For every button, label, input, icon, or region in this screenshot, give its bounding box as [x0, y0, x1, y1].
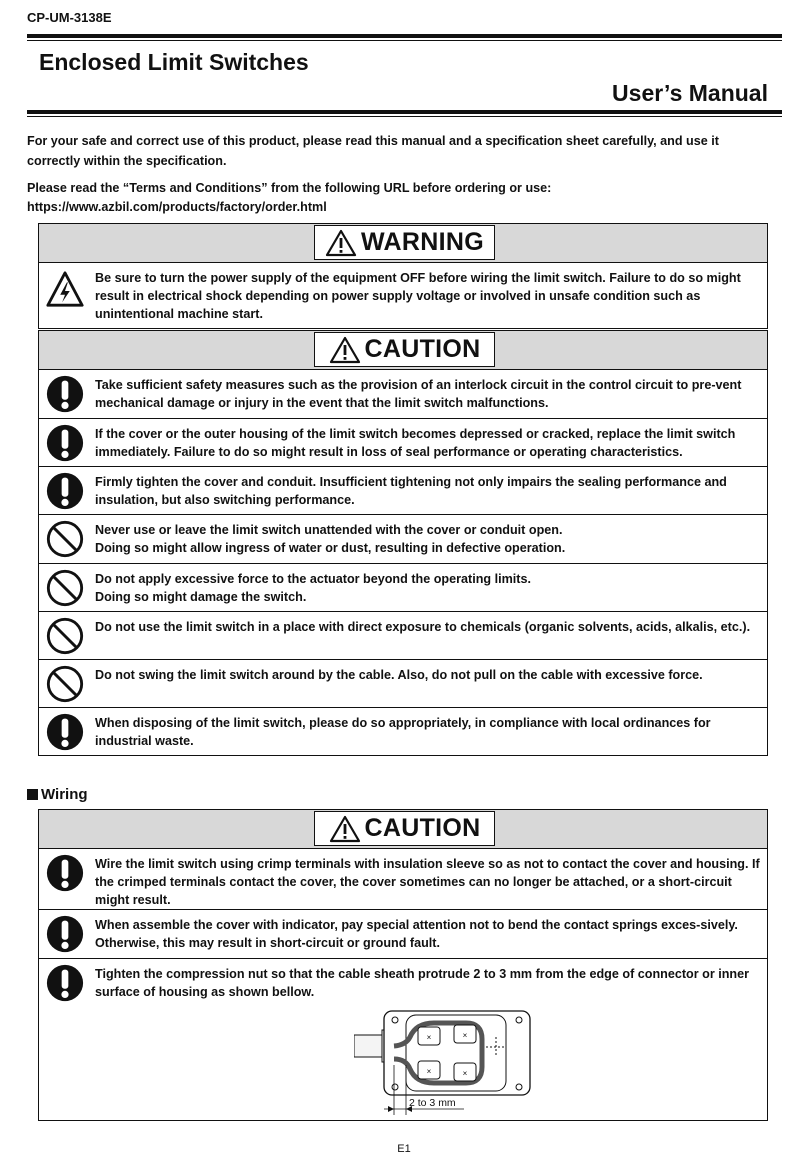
header-rule-bottom: [27, 110, 782, 114]
header-rule-top-thin: [27, 40, 782, 41]
electric-shock-icon: [45, 269, 85, 311]
caution-row: [39, 370, 767, 418]
caution-row: [39, 563, 767, 611]
doc-code: CP-UM-3138E: [27, 10, 112, 25]
alert-triangle-icon: [329, 815, 361, 843]
intro-terms-url[interactable]: https://www.azbil.com/products/factory/order.html: [27, 200, 327, 214]
caution-row: [39, 418, 767, 466]
wiring-row: [39, 849, 767, 909]
mandatory-action-icon: [45, 962, 85, 1004]
warning-box-header: [39, 224, 767, 263]
caution-row: [39, 659, 767, 707]
header-rule-bottom-thin: [27, 116, 782, 117]
prohibition-icon: [45, 663, 85, 705]
caution-row: [39, 514, 767, 563]
svg-text:×: ×: [426, 1033, 432, 1042]
svg-text:×: ×: [426, 1067, 432, 1076]
document-subtitle: User’s Manual: [612, 80, 768, 106]
wiring-row: [39, 909, 767, 958]
wiring-caution-box: [38, 809, 768, 1121]
document-title: Enclosed Limit Switches: [39, 49, 309, 75]
svg-text:×: ×: [462, 1069, 468, 1078]
warning-row-text: Be sure to turn the power supply of the equipment OFF before wiring the limit switch. Failure to do so might result in electrical shock depending on power supply voltage or involved in unsafe condition such as unintentional machine start.: [95, 271, 741, 321]
caution-row: [39, 611, 767, 659]
warning-box: [38, 223, 768, 329]
alert-triangle-icon: [325, 229, 357, 257]
caution-row-text: Never use or leave the limit switch unattended with the cover or conduit open. Doing so might allow ingress of water or dust, resulting in defective operation.: [95, 523, 566, 555]
warning-row: [39, 263, 767, 328]
caution-row-text: Take sufficient safety measures such as the provision of an interlock circuit in the control circuit to pre-vent mechanical damage or injury in the event that the limit switch malfunctions.: [95, 378, 742, 410]
caution-row-text: Do not use the limit switch in a place with direct exposure to chemicals (organic solvents, acids, alkalis, etc.).: [95, 620, 751, 634]
dimension-label: 2 to 3 mm: [409, 1097, 456, 1109]
mandatory-action-icon: [45, 470, 85, 512]
intro-safe-use: For your safe and correct use of this product, please read this manual and a specification sheet carefully, and use it correctly within the specification.: [27, 134, 719, 168]
wiring-heading: Wiring: [27, 786, 88, 803]
wiring-row-text: Tighten the compression nut so that the cable sheath protrude 2 to 3 mm from the edge of connector or inner surface of housing as shown bellow.: [95, 967, 750, 999]
warning-label: WARNING: [314, 225, 495, 260]
caution-row: [39, 466, 767, 514]
page-number: E1: [397, 1143, 411, 1155]
caution-row-text: When disposing of the limit switch, please do so appropriately, in compliance with local ordinances for industrial waste.: [95, 716, 711, 748]
alert-triangle-icon: [329, 336, 361, 364]
cable-sheath-diagram: [354, 1005, 544, 1121]
square-bullet-icon: [27, 789, 38, 800]
mandatory-action-icon: [45, 373, 85, 415]
svg-text:×: ×: [462, 1031, 468, 1040]
caution-row: [39, 707, 767, 755]
caution-row-text: Do not swing the limit switch around by the cable. Also, do not pull on the cable with excessive force.: [95, 668, 703, 682]
prohibition-icon: [45, 615, 85, 657]
caution-row-text: Firmly tighten the cover and conduit. Insufficient tightening not only impairs the sealing performance and insulation, but also switching performance.: [95, 475, 727, 507]
caution-box: [38, 330, 768, 756]
mandatory-action-icon: [45, 422, 85, 464]
caution-box-header: [39, 331, 767, 370]
caution-row-text: Do not apply excessive force to the actuator beyond the operating limits. Doing so might damage the switch.: [95, 572, 531, 604]
prohibition-icon: [45, 567, 85, 609]
wiring-caution-box-header: [39, 810, 767, 849]
wiring-caution-label: CAUTION: [314, 811, 495, 846]
intro-terms: Please read the “Terms and Conditions” from the following URL before ordering or use:: [27, 181, 552, 195]
wiring-row-text: When assemble the cover with indicator, pay special attention not to bend the contact springs exces-sively. Otherwise, this may result in short-circuit or ground fault.: [95, 918, 738, 950]
wiring-row: [39, 958, 767, 1120]
mandatory-action-icon: [45, 913, 85, 955]
wiring-row-text: Wire the limit switch using crimp terminals with insulation sleeve so as not to contact the cover and housing. If the crimped terminals contact the cover, the cover sometimes can no longer be attached, or a short-circuit might result.: [95, 857, 760, 907]
mandatory-action-icon: [45, 852, 85, 894]
mandatory-action-icon: [45, 711, 85, 753]
caution-label: CAUTION: [314, 332, 495, 367]
prohibition-icon: [45, 518, 85, 560]
header-rule-top: [27, 34, 782, 38]
caution-row-text: If the cover or the outer housing of the limit switch becomes depressed or cracked, replace the limit switch immediately. Failure to do so might result in loss of seal performance or operating characteristics.: [95, 427, 736, 459]
